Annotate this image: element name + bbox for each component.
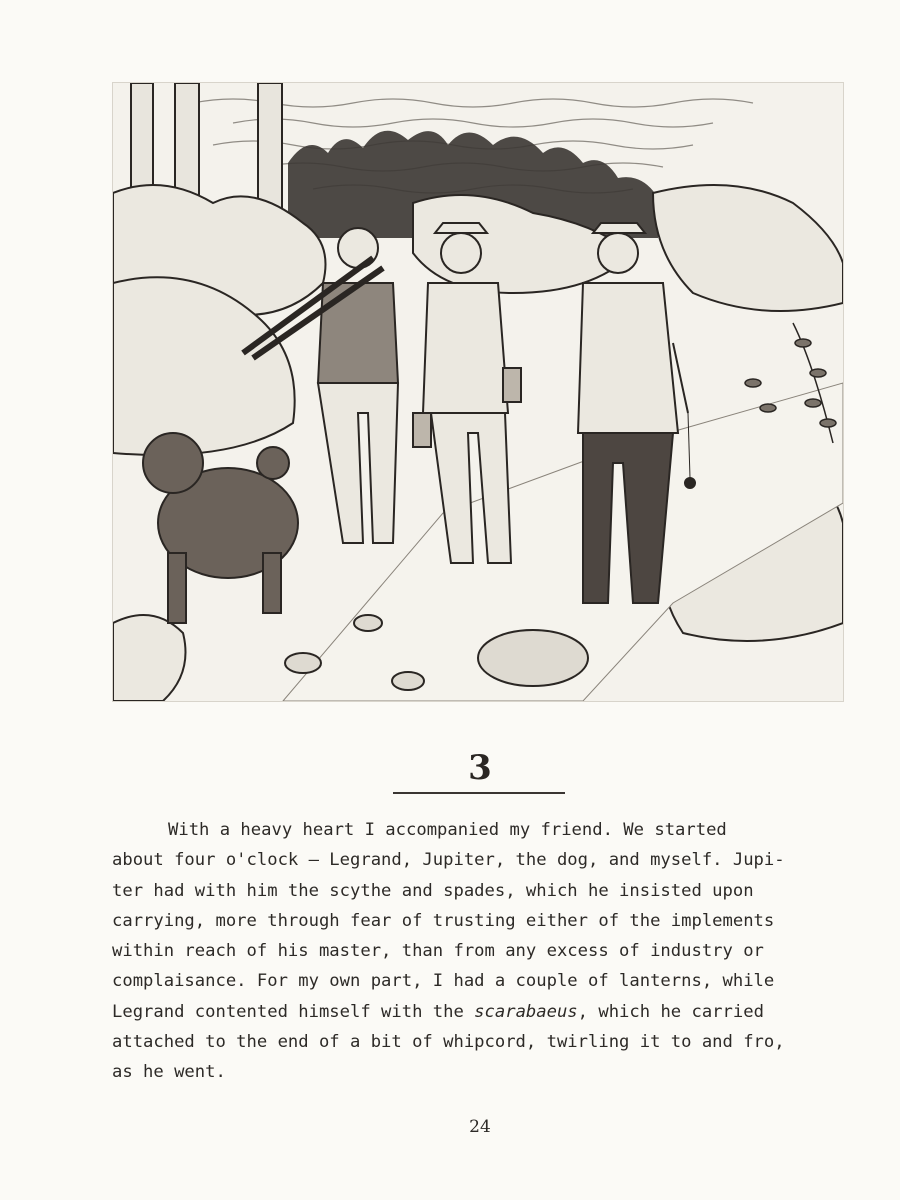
paragraph-line: as he went. <box>112 1062 226 1083</box>
chapter-number: 3 <box>468 748 492 788</box>
paragraph-line: With a heavy heart I accompanied my friend. We started <box>168 820 727 840</box>
paragraph-line: ter had with him the scythe and spades, which he insisted upon <box>112 880 754 901</box>
paragraph-line: complaisance. For my own part, I had a couple of lanterns, while <box>112 971 775 992</box>
paragraph-line: within reach of his master, than from any excess of industry or <box>112 941 764 962</box>
paragraph-line: about four o'clock — Legrand, Jupiter, the dog, and myself. Jupi- <box>112 850 785 871</box>
page-number: 24 <box>469 1117 491 1137</box>
italic-term: scarabaeus <box>474 1001 578 1022</box>
paragraph-line-tail: , which he carried <box>577 1001 764 1022</box>
paragraph-line-head: Legrand contented himself with the <box>112 1001 475 1022</box>
paragraph-line: attached to the end of a bit of whipcord, twirling it to and fro, <box>112 1032 785 1053</box>
engraving-illustration-icon <box>113 83 843 701</box>
chapter-divider <box>393 792 565 794</box>
paragraph-line: carrying, more through fear of trusting either of the implements <box>112 910 775 931</box>
body-paragraph <box>112 815 852 1088</box>
paragraph-line <box>112 997 852 1027</box>
chapter-illustration <box>112 82 844 702</box>
